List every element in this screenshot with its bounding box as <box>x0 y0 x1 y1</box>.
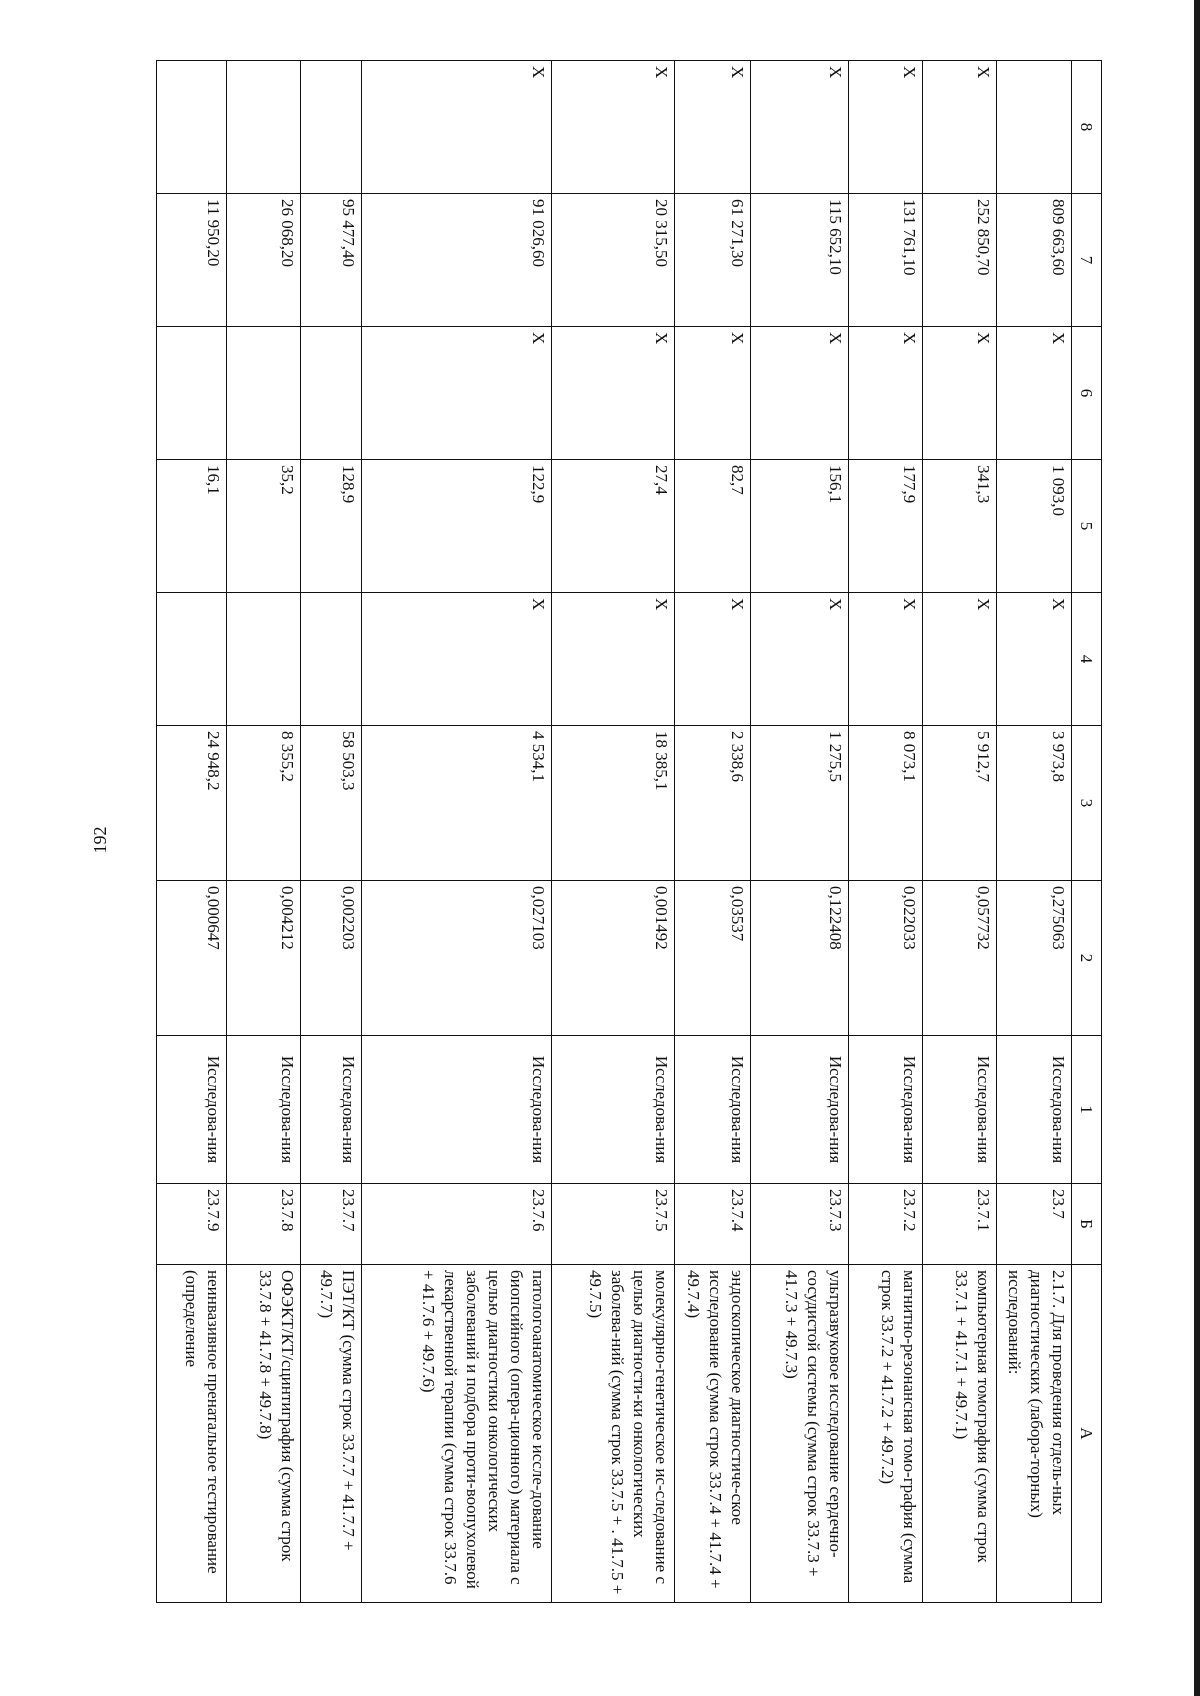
cell-col4: X <box>751 593 849 726</box>
cell-row-code: 23.7.4 <box>675 1184 751 1265</box>
cell-col7: 26 068,20 <box>227 194 301 327</box>
cell-col7: 95 477,40 <box>301 194 362 327</box>
header-cell: 6 <box>1072 327 1102 460</box>
scan-edge <box>1194 0 1200 1696</box>
cell-unit: Исследова-ния <box>301 1036 362 1184</box>
header-cell: 7 <box>1072 194 1102 327</box>
cell-col2: 0,122408 <box>751 881 849 1036</box>
cell-col6: X <box>362 327 552 460</box>
cell-col8: X <box>362 61 552 194</box>
cell-col3: 8 355,2 <box>227 726 301 881</box>
table-row <box>849 61 923 1603</box>
cell-col2: 0,022033 <box>849 881 923 1036</box>
cell-col7: 131 761,10 <box>849 194 923 327</box>
cell-col4 <box>227 593 301 726</box>
cell-unit: Исследова-ния <box>997 1036 1072 1184</box>
cell-col2: 0,004212 <box>227 881 301 1036</box>
rotated-table-wrapper <box>157 60 1102 1602</box>
header-cell: 4 <box>1072 593 1102 726</box>
cell-col8 <box>997 61 1072 194</box>
cell-unit: Исследова-ния <box>362 1036 552 1184</box>
cell-row-code: 23.7.3 <box>751 1184 849 1265</box>
cell-unit: Исследова-ния <box>923 1036 997 1184</box>
cell-col2: 0,001492 <box>552 881 675 1036</box>
cell-unit: Исследова-ния <box>751 1036 849 1184</box>
cell-col7: 809 663,60 <box>997 194 1072 327</box>
cell-col3: 8 073,1 <box>849 726 923 881</box>
data-table <box>156 60 1102 1603</box>
header-cell: 2 <box>1072 881 1102 1036</box>
cell-col6: X <box>997 327 1072 460</box>
cell-col5: 177,9 <box>849 460 923 593</box>
cell-col5: 27,4 <box>552 460 675 593</box>
cell-row-code: 23.7.2 <box>849 1184 923 1265</box>
cell-col5: 128,9 <box>301 460 362 593</box>
cell-col6: X <box>675 327 751 460</box>
cell-col4: X <box>675 593 751 726</box>
cell-col7: 115 652,10 <box>751 194 849 327</box>
header-cell: 8 <box>1072 61 1102 194</box>
page-number: 192 <box>90 826 110 854</box>
cell-col2: 0,000647 <box>157 881 227 1036</box>
cell-col7: 91 026,60 <box>362 194 552 327</box>
cell-unit: Исследова-ния <box>227 1036 301 1184</box>
cell-col8 <box>301 61 362 194</box>
cell-col5: 156,1 <box>751 460 849 593</box>
cell-description: молекулярно-генетическое ис-следование с целью диагности-ки онкологических заболева-ний (сумма строк 33.7.5 + . 41.7.5 + 49.7.5) <box>552 1265 675 1603</box>
cell-description: 2.1.7. Для проведения отдель-ных диагностических (лабора-торных) исследований: <box>997 1265 1072 1603</box>
cell-col4: X <box>362 593 552 726</box>
table-row <box>157 61 227 1603</box>
cell-row-code: 23.7.7 <box>301 1184 362 1265</box>
cell-col3: 24 948,2 <box>157 726 227 881</box>
cell-description: ультразвуковое исследование сердечно-сосудистой системы (сумма строк 33.7.3 + 41.7.3 + 49.7.3) <box>751 1265 849 1603</box>
cell-col7: 252 850,70 <box>923 194 997 327</box>
cell-col5: 82,7 <box>675 460 751 593</box>
cell-row-code: 23.7.8 <box>227 1184 301 1265</box>
cell-row-code: 23.7.5 <box>552 1184 675 1265</box>
cell-col2: 0,027103 <box>362 881 552 1036</box>
cell-description: ПЭТ/КТ (сумма строк 33.7.7 + 41.7.7 + 49.7.7) <box>301 1265 362 1603</box>
table-row <box>301 61 362 1603</box>
cell-col2: 0,002203 <box>301 881 362 1036</box>
header-cell: 5 <box>1072 460 1102 593</box>
cell-description: патологоанатомическое иссле-дование биопсийного (опера-ционного) материала с целью диагностики онкологических заболеваний и подбора проти-воопухолевой лекарственной терапии (сумма строк 33.7.6 + 41.7.6 + 49.7.6) <box>362 1265 552 1603</box>
header-cell: 3 <box>1072 726 1102 881</box>
cell-col7: 11 950,20 <box>157 194 227 327</box>
cell-description: компьютерная томография (сумма строк 33.7.1 + 41.7.1 + 49.7.1) <box>923 1265 997 1603</box>
cell-col8: X <box>849 61 923 194</box>
cell-row-code: 23.7 <box>997 1184 1072 1265</box>
cell-col8: X <box>751 61 849 194</box>
cell-col6: X <box>751 327 849 460</box>
cell-col4 <box>157 593 227 726</box>
header-cell: 1 <box>1072 1036 1102 1184</box>
cell-col6 <box>227 327 301 460</box>
cell-col2: 0,275063 <box>997 881 1072 1036</box>
table-row <box>923 61 997 1603</box>
cell-col6: X <box>552 327 675 460</box>
cell-col5: 122,9 <box>362 460 552 593</box>
cell-col5: 341,3 <box>923 460 997 593</box>
cell-unit: Исследова-ния <box>849 1036 923 1184</box>
cell-col4 <box>301 593 362 726</box>
cell-description: ОФЭКТ/КТ/сцинтиграфия (сумма строк 33.7.8 + 41.7.8 + 49.7.8) <box>227 1265 301 1603</box>
cell-col8: X <box>923 61 997 194</box>
header-row <box>1072 61 1102 1603</box>
cell-col8: X <box>552 61 675 194</box>
cell-col4: X <box>923 593 997 726</box>
cell-col5: 35,2 <box>227 460 301 593</box>
cell-unit: Исследова-ния <box>552 1036 675 1184</box>
cell-col8: X <box>675 61 751 194</box>
cell-unit: Исследова-ния <box>157 1036 227 1184</box>
cell-description: магнитно-резонансная томо-графия (сумма строк 33.7.2 + 41.7.2 + 49.7.2) <box>849 1265 923 1603</box>
cell-col3: 18 385,1 <box>552 726 675 881</box>
cell-description: эндоскопическое диагностиче-ское исследование (сумма строк 33.7.4 + 41.7.4 + 49.7.4) <box>675 1265 751 1603</box>
cell-col3: 5 912,7 <box>923 726 997 881</box>
cell-col6: X <box>923 327 997 460</box>
table-row <box>552 61 675 1603</box>
header-cell: А <box>1072 1265 1102 1603</box>
cell-col5: 1 093,0 <box>997 460 1072 593</box>
cell-col3: 2 338,6 <box>675 726 751 881</box>
cell-col3: 4 534,1 <box>362 726 552 881</box>
table-row <box>362 61 552 1603</box>
table-row <box>675 61 751 1603</box>
cell-col2: 0,057732 <box>923 881 997 1036</box>
table-row <box>997 61 1072 1603</box>
cell-row-code: 23.7.6 <box>362 1184 552 1265</box>
cell-col6: X <box>849 327 923 460</box>
cell-col3: 58 503,3 <box>301 726 362 881</box>
cell-col6 <box>301 327 362 460</box>
header-cell: Б <box>1072 1184 1102 1265</box>
cell-col4: X <box>849 593 923 726</box>
cell-col3: 1 275,5 <box>751 726 849 881</box>
table-row <box>227 61 301 1603</box>
cell-row-code: 23.7.9 <box>157 1184 227 1265</box>
cell-col7: 61 271,30 <box>675 194 751 327</box>
cell-row-code: 23.7.1 <box>923 1184 997 1265</box>
cell-col7: 20 315,50 <box>552 194 675 327</box>
cell-description: неинвазивное пренатальное тестирование (определение <box>157 1265 227 1603</box>
cell-col4: X <box>552 593 675 726</box>
cell-col3: 3 973,8 <box>997 726 1072 881</box>
cell-col6 <box>157 327 227 460</box>
cell-col2: 0,03537 <box>675 881 751 1036</box>
cell-col8 <box>157 61 227 194</box>
cell-unit: Исследова-ния <box>675 1036 751 1184</box>
cell-col8 <box>227 61 301 194</box>
cell-col5: 16,1 <box>157 460 227 593</box>
cell-col4: X <box>997 593 1072 726</box>
table-row <box>751 61 849 1603</box>
